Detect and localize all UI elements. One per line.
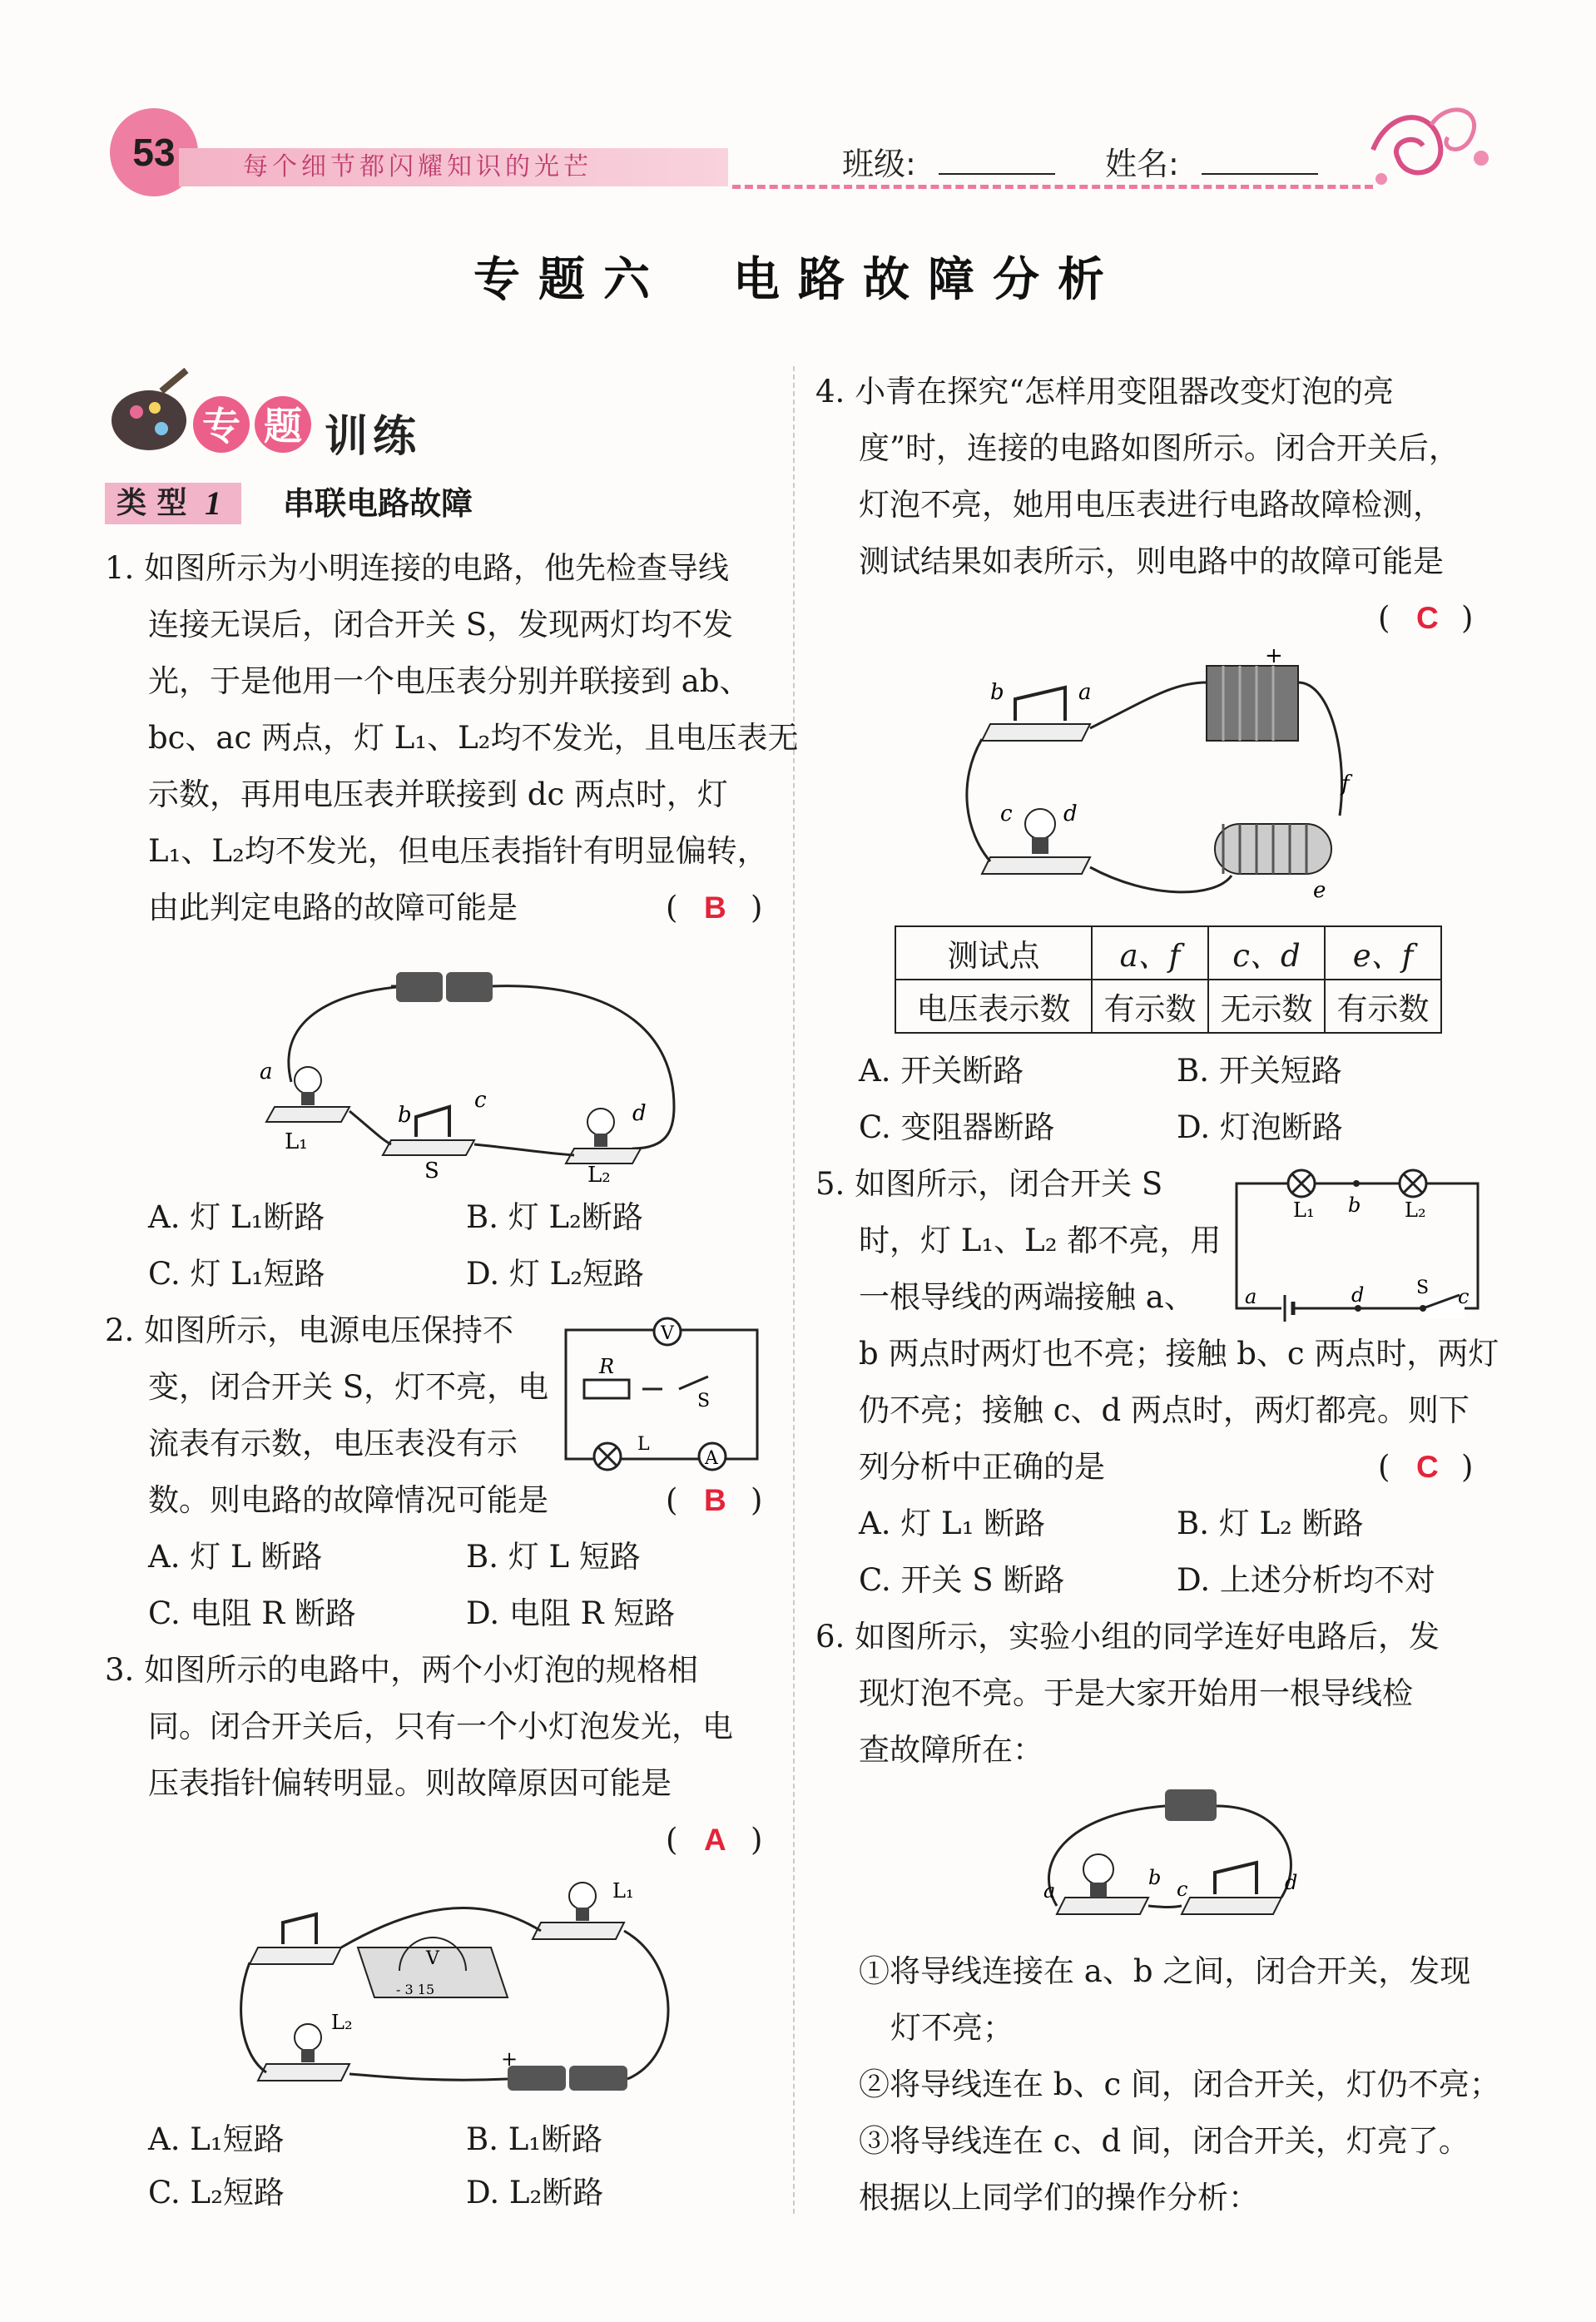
q5-fig-label: L₂	[1405, 1198, 1426, 1222]
q2-fig-label: A	[705, 1448, 718, 1469]
q2-option: D. 电阻 R 短路	[466, 1595, 676, 1631]
badge-zhuan: 专	[193, 396, 250, 453]
q4-line: 度”时，连接的电路如图所示。闭合开关后，	[859, 430, 1460, 466]
q1-line: 连接无误后，闭合开关 S，发现两灯均不发	[148, 607, 734, 643]
class-label: 班级:	[842, 146, 916, 182]
table-cell: 有示数	[1092, 980, 1208, 1033]
q4-fig-label: b	[990, 680, 1004, 705]
q2-line: 变，闭合开关 S，灯不亮，电	[148, 1369, 549, 1405]
q2-paren-right: )	[751, 1482, 763, 1518]
q2-option: C. 电阻 R 断路	[148, 1595, 356, 1631]
q1-fig-label: c	[474, 1088, 487, 1113]
q2-option: B. 灯 L 短路	[466, 1539, 641, 1575]
header-dash-line	[732, 185, 1373, 189]
q1-circuit-figure	[241, 940, 691, 1182]
header-slogan: 每个细节都闪耀知识的光芒	[243, 152, 592, 181]
q1-line: bc、ac 两点，灯 L₁、L₂均不发光，且电压表无	[148, 720, 799, 756]
q1-line: 1. 如图所示为小明连接的电路，他先检查导线	[105, 550, 730, 586]
name-blank	[1202, 173, 1318, 175]
type-title: 串联电路故障	[283, 485, 473, 522]
q1-line: 由此判定电路的故障可能是	[148, 890, 518, 925]
q2-circuit-figure	[554, 1313, 771, 1471]
q4-test-table	[895, 925, 1442, 1034]
q4-option: B. 开关短路	[1177, 1053, 1342, 1089]
q4-fig-label: d	[1063, 801, 1078, 826]
q6-circuit-figure	[1032, 1773, 1315, 1939]
q3-line: 3. 如图所示的电路中，两个小灯泡的规格相	[105, 1652, 699, 1688]
q2-paren-left: (	[666, 1482, 678, 1518]
q2-fig-label: L	[637, 1434, 650, 1455]
q3-fig-label: V	[426, 1948, 439, 1969]
q1-paren-right: )	[751, 890, 763, 925]
q3-answer: A	[704, 1823, 726, 1857]
q5-line: 5. 如图所示，闭合开关 S	[815, 1166, 1163, 1202]
q3-line: 压表指针偏转明显。则故障原因可能是	[148, 1765, 672, 1801]
q3-option: C. L₂短路	[148, 2175, 285, 2210]
table-row	[895, 980, 1441, 1033]
badge-ti: 题	[255, 396, 311, 453]
q5-fig-label: S	[1416, 1278, 1430, 1298]
q4-circuit-figure	[965, 649, 1381, 907]
type-number: 1	[205, 484, 221, 522]
palette-icon	[103, 366, 195, 458]
table-cell: 电压表示数	[895, 980, 1092, 1033]
q6-step: ②将导线连在 b、c 间，闭合开关，灯仍不亮；	[859, 2066, 1500, 2102]
q2-line: 数。则电路的故障情况可能是	[148, 1482, 548, 1518]
q3-circuit-figure	[233, 1864, 699, 2106]
q5-fig-label: a	[1245, 1285, 1257, 1308]
type-label: 类 型	[116, 486, 187, 520]
q3-fig-label: L₁	[612, 1879, 634, 1903]
q2-fig-label: S	[697, 1391, 711, 1412]
q5-line: b 两点时两灯也不亮；接触 b、c 两点时，两灯	[859, 1336, 1499, 1372]
q5-paren-left: (	[1378, 1449, 1390, 1485]
q6-line: 查故障所在：	[859, 1732, 1043, 1768]
q6-fig-label: a	[1043, 1879, 1056, 1903]
q5-fig-label: b	[1348, 1193, 1361, 1217]
q1-fig-label: d	[632, 1101, 647, 1126]
q1-line: 光，于是他用一个电压表分别并联接到 ab、	[148, 663, 751, 699]
q3-fig-label: +	[501, 2047, 518, 2071]
q5-line: 列分析中正确的是	[859, 1449, 1105, 1485]
q1-option: C. 灯 L₁短路	[148, 1256, 325, 1292]
table-cell: e、f	[1325, 926, 1441, 980]
table-cell: a、f	[1092, 926, 1208, 980]
q5-fig-label: c	[1458, 1285, 1470, 1308]
q6-line: 6. 如图所示，实验小组的同学连好电路后，发	[815, 1619, 1440, 1655]
q1-fig-label: b	[398, 1103, 412, 1128]
table-cell: 有示数	[1325, 980, 1441, 1033]
q2-fig-label: R	[599, 1355, 615, 1378]
q6-step: ③将导线连在 c、d 间，闭合开关，灯亮了。	[859, 2123, 1470, 2159]
q5-circuit-figure	[1223, 1165, 1489, 1332]
table-header-row	[895, 926, 1441, 980]
q1-option: B. 灯 L₂断路	[466, 1199, 643, 1235]
q1-fig-label: a	[260, 1059, 273, 1084]
q3-line: 同。闭合开关后，只有一个小灯泡发光，电	[148, 1709, 733, 1744]
q5-line: 仍不亮；接触 c、d 两点时，两灯都亮。则下	[859, 1392, 1470, 1428]
table-cell: c、d	[1208, 926, 1325, 980]
q1-fig-label: L₂	[587, 1163, 611, 1182]
q5-fig-label: L₁	[1293, 1198, 1315, 1222]
q1-option: A. 灯 L₁断路	[148, 1199, 325, 1235]
q6-step: 根据以上同学们的操作分析：	[859, 2180, 1259, 2215]
q1-fig-label: S	[424, 1159, 439, 1182]
q5-fig-label: d	[1351, 1283, 1365, 1307]
q3-paren-right: )	[751, 1822, 763, 1858]
class-blank	[939, 173, 1055, 175]
flower-ornament-icon	[1356, 100, 1489, 191]
q5-option: A. 灯 L₁ 断路	[859, 1506, 1046, 1541]
q2-fig-label: V	[661, 1323, 674, 1344]
q4-line: 灯泡不亮，她用电压表进行电路故障检测，	[859, 487, 1444, 523]
q5-line: 一根导线的两端接触 a、	[859, 1279, 1195, 1315]
q4-option: A. 开关断路	[859, 1053, 1024, 1089]
q1-paren-left: (	[666, 890, 678, 925]
q3-option: B. L₁断路	[466, 2121, 603, 2157]
q5-option: D. 上述分析均不对	[1177, 1562, 1435, 1598]
q5-answer: C	[1416, 1450, 1439, 1484]
column-divider	[793, 366, 795, 2214]
q6-step: ①将导线连接在 a、b 之间，闭合开关，发现	[859, 1953, 1471, 1989]
q3-fig-label: - 3 15	[396, 1982, 435, 1997]
page-title: 专题六 电路故障分析	[473, 252, 1123, 307]
q4-option: C. 变阻器断路	[859, 1109, 1055, 1145]
q3-fig-label: L₂	[331, 2011, 353, 2034]
q1-line: L₁、L₂均不发光，但电压表指针有明显偏转，	[148, 833, 768, 869]
q5-option: C. 开关 S 断路	[859, 1562, 1065, 1598]
q2-line: 流表有示数，电压表没有示	[148, 1426, 518, 1461]
q6-fig-label: b	[1148, 1866, 1162, 1889]
table-cell: 无示数	[1208, 980, 1325, 1033]
q4-fig-label: a	[1078, 680, 1092, 705]
q4-paren-left: (	[1378, 600, 1390, 636]
q4-fig-label: f	[1341, 772, 1350, 796]
q1-line: 示数，再用电压表并联接到 dc 两点时，灯	[148, 776, 728, 812]
q2-option: A. 灯 L 断路	[148, 1539, 323, 1575]
q1-answer: B	[704, 891, 726, 925]
q5-option: B. 灯 L₂ 断路	[1177, 1506, 1364, 1541]
q4-answer: C	[1416, 601, 1439, 635]
q4-line: 4. 小青在探究“怎样用变阻器改变灯泡的亮	[815, 374, 1394, 409]
q1-fig-label: L₁	[285, 1129, 308, 1154]
q4-fig-label: +	[1265, 649, 1283, 668]
q4-option: D. 灯泡断路	[1177, 1109, 1343, 1145]
q6-fig-label: d	[1285, 1871, 1298, 1894]
q6-line: 现灯泡不亮。于是大家开始用一根导线检	[859, 1675, 1413, 1711]
q5-paren-right: )	[1461, 1449, 1474, 1485]
q5-line: 时，灯 L₁、L₂ 都不亮，用	[859, 1223, 1222, 1258]
name-label: 姓名:	[1105, 146, 1179, 182]
page-number: 53	[132, 131, 176, 174]
table-cell: 测试点	[895, 926, 1092, 980]
q6-step: 灯不亮；	[890, 2010, 1014, 2046]
section-label: 训练	[325, 412, 422, 462]
q4-fig-label: e	[1313, 878, 1326, 903]
q4-paren-right: )	[1461, 600, 1474, 636]
q4-line: 测试结果如表所示，则电路中的故障可能是	[859, 543, 1444, 579]
q3-paren-left: (	[666, 1822, 678, 1858]
q3-option: A. L₁短路	[148, 2121, 285, 2157]
q3-option: D. L₂断路	[466, 2175, 604, 2210]
q4-fig-label: c	[1000, 801, 1013, 826]
q6-fig-label: c	[1177, 1878, 1188, 1901]
q2-answer: B	[704, 1483, 726, 1517]
q1-option: D. 灯 L₂短路	[466, 1256, 645, 1292]
q2-line: 2. 如图所示，电源电压保持不	[105, 1312, 514, 1348]
